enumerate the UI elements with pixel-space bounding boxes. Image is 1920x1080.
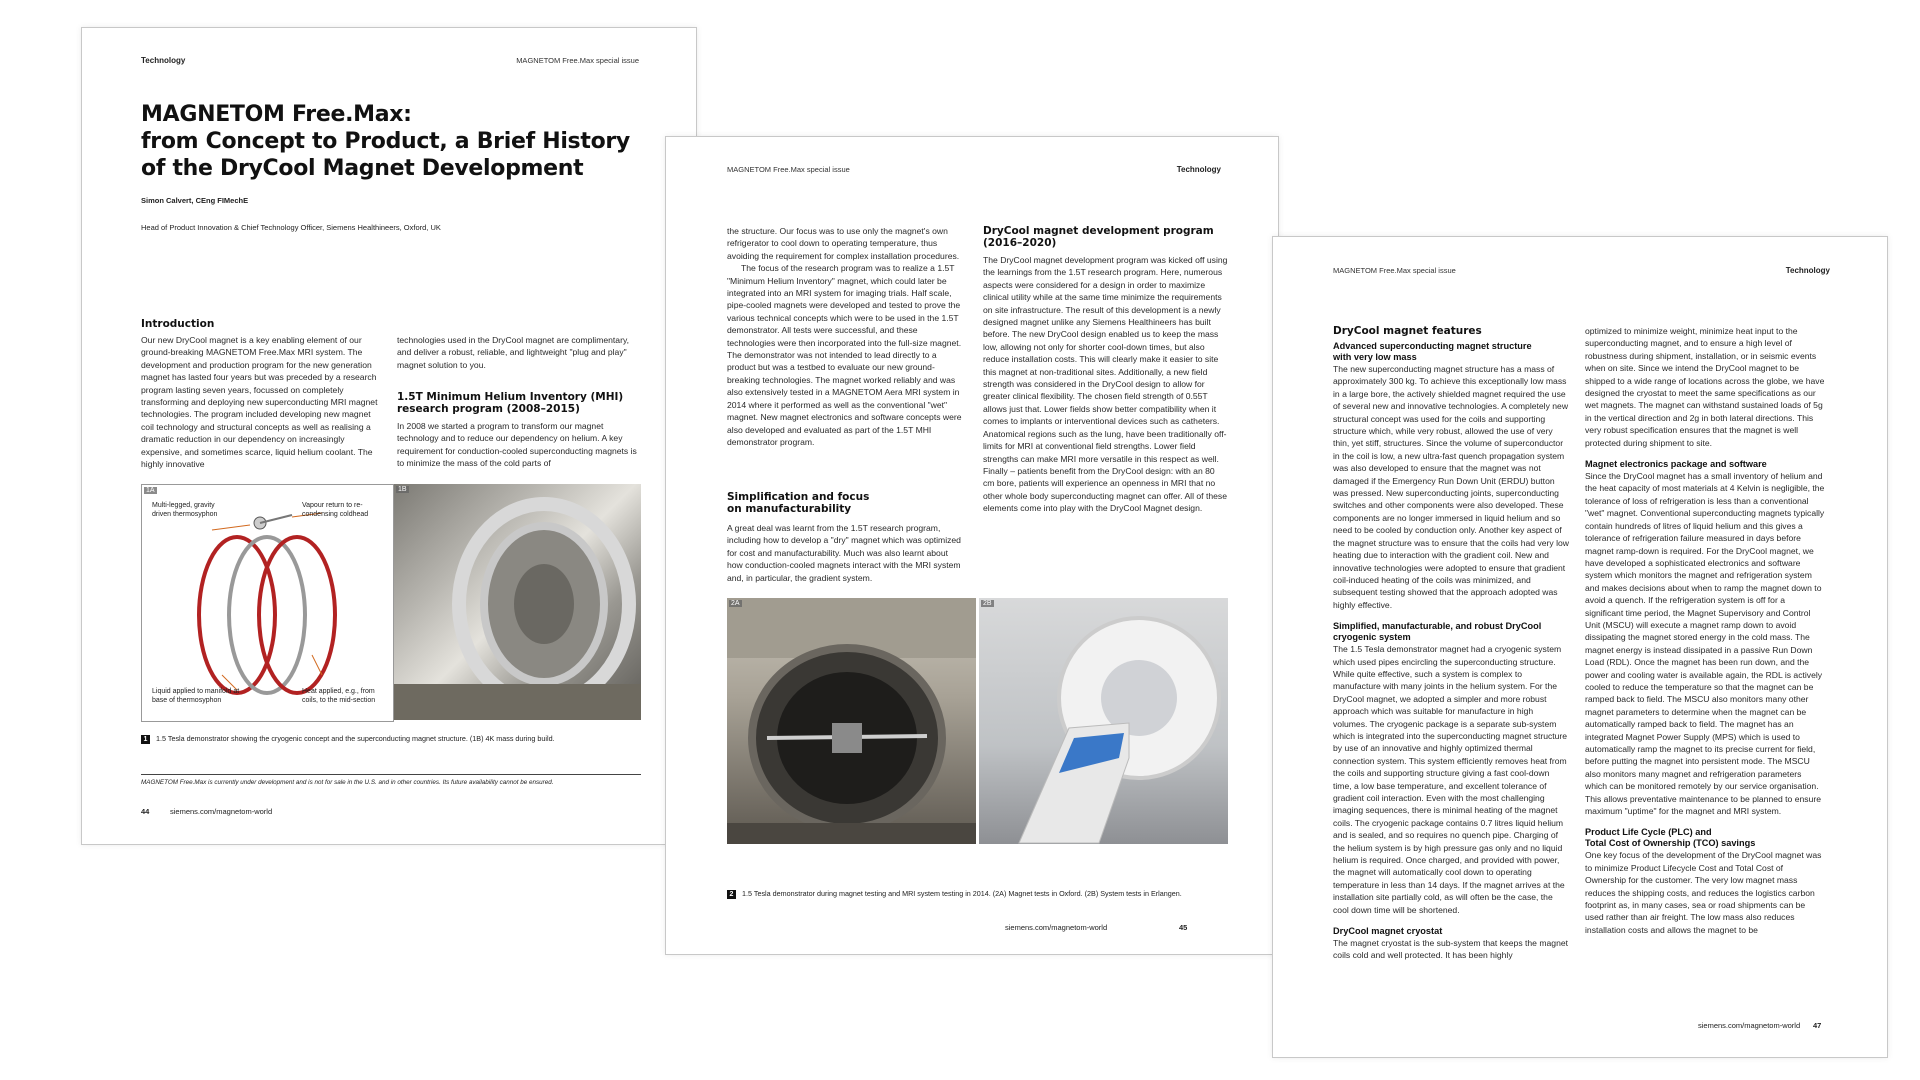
cryostat-text xyxy=(1333,937,1569,962)
page-header-section: Technology xyxy=(1785,266,1830,275)
footer-url[interactable]: siemens.com/magnetom-world xyxy=(1698,1021,1801,1030)
figure-1b-photo xyxy=(394,484,641,720)
electronics-heading: Magnet electronics package and software xyxy=(1585,459,1767,470)
cryogenic-heading xyxy=(1333,621,1569,643)
page-number: 47 xyxy=(1813,1021,1822,1030)
development-text xyxy=(983,254,1228,515)
paragraph: the structure. Our focus was to use only the magnet's own refrigerator to cool down to operating temperature, thus avoiding the requirement for complex installation procedures. xyxy=(727,226,960,261)
author-affiliation: Head of Product Innovation & Chief Technology Officer, Siemens Healthineers, Oxford, UK xyxy=(141,223,441,232)
page-header-section: Technology xyxy=(1176,165,1221,174)
cryogenic-text xyxy=(1333,643,1569,916)
paragraph: A great deal was learnt from the 1.5T research program, including how to develop a "dry" magnet which was optimized for cost and manufacturability. Much was also learnt about how conduction-cooled magnets interact with the MRI system and, in particular, the gradient system. xyxy=(727,523,961,583)
intro-text xyxy=(141,334,382,470)
heading-line: DryCool magnet development program xyxy=(983,225,1214,237)
page-header-section: Technology xyxy=(141,56,186,65)
figure-tag: 1A xyxy=(146,487,155,494)
diagram-label-top-right: Vapour return to re-condensing coldhead xyxy=(302,502,369,518)
figure-tag: 2B xyxy=(983,600,992,607)
title-line: from Concept to Product, a Brief History xyxy=(141,129,630,154)
page-number: 44 xyxy=(141,807,150,816)
title-line: of the DryCool Magnet Development xyxy=(141,156,584,181)
page-45 xyxy=(665,136,1279,955)
coil-ring-middle xyxy=(229,537,305,693)
mhi-heading xyxy=(397,391,641,415)
paragraph: The 1.5 Tesla demonstrator magnet had a cryogenic system which used pipes encircling the superconducting structure. While quite effective, such a system is complex to manufacture with many joints in the helium system. For the DryCool magnet, we adopted a simpler and more robust approach which was suitable for manufacture in high volumes. The cryogenic package is a separate sub-system which is integrated into the superconducting magnet structure by use of an innovative and highly optimized thermal connection system. This system efficiently removes heat from the coils and supporting structure giving a fast cool-down time, a low base temperature, and excellent tolerance of gradient coil interaction. Even with the most challenging imaging sequences, there is minimal heating of the magnet coils. The cryogenic package contains 0.7 litres liquid helium and is sealed, and so requires no quench pipe. Charging of the helium system is by high pressure gas only and no liquid helium is required. Once charged, and provided with power, the magnet will automatically cool down to operating temperature in less than 14 days. If the magnet arrives at the installation site partially cold, as will often be the case, the cool down time will be shortened. xyxy=(1333,644,1568,915)
column-1 xyxy=(1333,341,1569,962)
heading-line: Advanced superconducting magnet structure xyxy=(1333,341,1532,351)
figure-number: 1 xyxy=(141,735,150,744)
heading-line: Product Life Cycle (PLC) and xyxy=(1585,827,1712,838)
thermosyphon-diagram xyxy=(142,485,393,721)
paragraph: The DryCool magnet development program was kicked off using the learnings from the 1.5T research program. Here, numerous aspects were considered for a design in order to maximize clinical utility while at the same time minimize the requirements on site infrastructure. The result of this development is a newly designed magnet unlike any Siemens Healthineers has built before. The new DryCool design enabled us to keep the mass low, allowing not only for shorter cool-down times, but also reduce installation costs. This will clearly make it easier to site this magnet at non-traditional sites. Additionally, a new field strength was considered in the DryCool design to allow for greater clinical flexibility. The chosen field strength of 0.55T allows just that. Lower fields show better compatibility when it comes to implants or interventional devices such as catheters. Anatomical regions such as the lung, have been traditionally off-limits for MRI at conventional field strengths. Lower field strengths can make MRI more versatile in this respect as well. Finally – patients benefit from the DryCool design: with an 80 cm bore, patients will experience an openness in MRI that no other whole body superconducting magnet can offer. All of these elements come into play with the DryCool Magnet design. xyxy=(983,255,1228,514)
mhi-heading-line: research program (2008–2015) xyxy=(397,403,580,415)
electronics-text xyxy=(1585,470,1825,817)
advanced-text xyxy=(1333,363,1569,611)
arrow-heat xyxy=(312,655,322,675)
page-header-issue: MAGNETOM Free.Max special issue xyxy=(516,56,639,65)
footer-url[interactable]: siemens.com/magnetom-world xyxy=(1005,923,1108,932)
article-title xyxy=(141,101,661,182)
intro-paragraph: Our new DryCool magnet is a key enabling element of our ground-breaking MAGNETOM Free.Max MRI system. The development and production program for the new generation magnet has lasted four years but was preceded by a research program lasting seven years, focussed on completely transforming and deploying new superconducting MRI magnet technologies. The program included developing new magnet coil technology and structural concepts as well as realising a dramatic reduction in our dependency on increasingly expensive, and sometimes scarce, liquid helium coolant. The highly innovative xyxy=(141,335,378,470)
divider xyxy=(141,774,641,775)
heading-line: Simplification and focus xyxy=(727,491,870,503)
heading-line: (2016–2020) xyxy=(983,237,1057,249)
figure-number: 2 xyxy=(727,890,736,899)
simplification-heading xyxy=(727,491,869,515)
figure-2b-photo xyxy=(979,598,1228,844)
author-name: Simon Calvert, CEng FIMechE xyxy=(141,196,249,205)
caption-text: 1.5 Tesla demonstrator during magnet testing and MRI system testing in 2014. (2A) Magnet tests in Oxford. (2B) System tests in Erlangen. xyxy=(742,889,1182,898)
paragraph: optimized to minimize weight, minimize heat input to the superconducting magnet, and to ensure a high level of robustness during shipment, installation, or in seismic events when on site. Since we intend the DryCool magnet to be shipped to a wide range of locations across the globe, we have designed the cryostat to meet the same specifications as our wet magnets. The magnet can withstand sustained loads of 5g in the vertical direction and 2g in both lateral directions. This very robust specification ensures that the magnet is well protected during shipment to site. xyxy=(1585,326,1825,448)
diagram-label-bottom-right: Heat applied, e.g., from coils, to the mid-section xyxy=(302,688,376,704)
figure-2a-photo xyxy=(727,598,976,844)
diagram-label-bottom-left: Liquid applied to manifold at base of thermosyphon xyxy=(152,688,240,704)
heading-line: Total Cost of Ownership (TCO) savings xyxy=(1585,838,1756,849)
paragraph: One key focus of the development of the DryCool magnet was to minimize Product Lifecycle Cost and Total Cost of Ownership for the customer. The very low magnet mass reduces the shipping costs, and reduces the logistics carbon footprint as, in many cases, sea or road shipments can be used rather than air freight. The low mass also reduces installation costs and allows the magnet to be xyxy=(1585,850,1822,935)
figure-2-caption xyxy=(727,889,1247,899)
diagram-label-top-left: Multi-legged, gravity driven thermosyphon xyxy=(152,502,218,518)
coil-ring-right xyxy=(259,537,335,693)
heading-line: Simplified, manufacturable, and robust DryCool xyxy=(1333,621,1542,632)
figure-1-caption xyxy=(141,734,661,744)
plc-heading xyxy=(1585,827,1825,849)
column-2 xyxy=(397,334,641,371)
mhi-text xyxy=(397,420,641,470)
mri-system-photo xyxy=(979,598,1228,844)
figure-tag: 2A xyxy=(731,600,740,607)
cryostat-heading: DryCool magnet cryostat xyxy=(1333,926,1443,937)
page-header-issue: MAGNETOM Free.Max special issue xyxy=(727,165,850,174)
advanced-heading xyxy=(1333,341,1569,363)
figure-tag: 1B xyxy=(398,486,407,493)
mhi-heading-line: 1.5T Minimum Helium Inventory (MHI) xyxy=(397,391,624,403)
paragraph: The focus of the research program was to realize a 1.5T "Minimum Helium Inventory" magnet, which could later be integrated into an MRI system for imaging trials. Half scale, pipe-cooled magnets were developed and tested to prove the various technical concepts which were to be used in the 1.5T demonstrator. All tests were successful, and these technologies were then incorporated into the full-size magnet. The demonstrator was not intended to lead directly to a product but was a testbed to evaluate our new ground-breaking technologies. The magnet worked reliably and was also extensively tested in a MAGNETOM Aera MRI system in 2014 where it performed as well as the conventional "wet" magnet. New magnet electronics and software concepts were also developed and evaluated as part of the 1.5T MHI demonstrator program. xyxy=(727,263,962,447)
heading-line: on manufacturability xyxy=(727,503,852,515)
simplification-text xyxy=(727,522,965,584)
development-heading xyxy=(983,225,1228,249)
page-47 xyxy=(1272,236,1888,1058)
footer-url[interactable]: siemens.com/magnetom-world xyxy=(170,807,273,816)
coil-ring-left xyxy=(199,537,275,693)
page-44 xyxy=(81,27,697,845)
cryostat-continued-text xyxy=(1585,325,1825,449)
title-line: MAGNETOM Free.Max: xyxy=(141,102,412,127)
magnet-test-photo xyxy=(727,598,976,844)
intro-heading: Introduction xyxy=(141,318,215,330)
paragraph: Since the DryCool magnet has a small inventory of helium and the heat capacity of most materials at 4 Kelvin is negligible, the tolerance of loss of refrigeration is less than a conventional "wet" magnet. Conventional superconducting magnets typically contain hundreds of litres of liquid helium and this gives a tolerance of refrigeration failure measured in days before magnet ramp-down is required. For the DryCool magnet, we have developed a sophisticated electronics and software system which monitors the magnet and refrigeration system and makes decisions about when to ramp the magnet down to avoid a quench. If the refrigeration system is off for a significant time period, the Magnet Supervisory and Control Unit (MSCU) will execute a magnet ramp down to avoid dissipating the magnet stored energy in the cold mass. The magnet energy is instead dissipated in a passive Run Down Load (RDL). Once the magnet has been run down, and the power and cooling water is available again, the RDL is actively cooled to reduce the temperature so that the magnet can be ramped back to field. The MSCU also monitors many other magnet parameters to determine when the magnet can be automatically ramped back to field. The magnet has an integrated Magnet Power Supply (MPS) which is used to automatically ramp the magnet to its precise current for field, before putting the magnet into persistent mode. The MSCU also monitors many magnet and refrigeration parameters which can be monitored remotely by our service organisation. This allows preventative maintenance to be planned to ensure maximum "uptime" for the magnet and MRI system. xyxy=(1585,471,1825,817)
paragraph: The new superconducting magnet structure has a mass of approximately 300 kg. To achieve this exceptionally low mass in a large bore, the actively shielded magnet required the use of several new and innovative technologies. A completely new structural concept was used for the coils and supporting structure which, while very robust, allowed the use of very thin, yet stiff, structures. Since the volume of superconductor in the coil is low, a new ultra-fast quench propagation system was also developed to ensure that the magnet was not damaged if the Emergency Run Down Unit (ERDU) button was pressed. New superconducting joints, superconducting switches and other components were also developed. These components are no longer immersed in liquid helium and so need to be cooled by conduction only. Another key aspect of the magnet structure was to ensure that the coils had very low heating due to interaction with the gradient coil. New and innovative technologies were adopted to ensure that gradient coil-induced heating of the coils was minimized, and subsequent testing showed that the approach adopted was highly effective. xyxy=(1333,364,1569,610)
column-1 xyxy=(727,225,965,448)
figure-1a-diagram xyxy=(141,484,394,722)
page-number: 45 xyxy=(1179,923,1188,932)
heading-line: cryogenic system xyxy=(1333,632,1411,643)
disclaimer: MAGNETOM Free.Max is currently under development and is not for sale in the U.S. and in other countries. Its future availability cannot be ensured. xyxy=(141,779,554,786)
col2-paragraph: technologies used in the DryCool magnet are complimentary, and deliver a robust, reliable, and lightweight "plug and play" magnet solution to you. xyxy=(397,335,629,370)
heading-line: with very low mass xyxy=(1333,352,1417,362)
page-header-issue: MAGNETOM Free.Max special issue xyxy=(1333,266,1456,275)
arrow-thermosyphon xyxy=(212,525,250,530)
paragraph: The magnet cryostat is the sub-system that keeps the magnet coils cold and well protected. It has been highly xyxy=(1333,938,1569,961)
magnet-build-photo xyxy=(394,484,641,720)
features-heading: DryCool magnet features xyxy=(1333,325,1482,337)
plc-text xyxy=(1585,849,1825,936)
caption-text: 1.5 Tesla demonstrator showing the cryogenic concept and the superconducting magnet structure. (1B) 4K mass during build. xyxy=(156,734,555,743)
mhi-paragraph: In 2008 we started a program to transform our magnet technology and to reduce our dependency on helium. A key requirement for conduction-cooled superconducting magnets is to minimize the mass of the cold parts of xyxy=(397,421,637,469)
column-2 xyxy=(1585,325,1825,936)
